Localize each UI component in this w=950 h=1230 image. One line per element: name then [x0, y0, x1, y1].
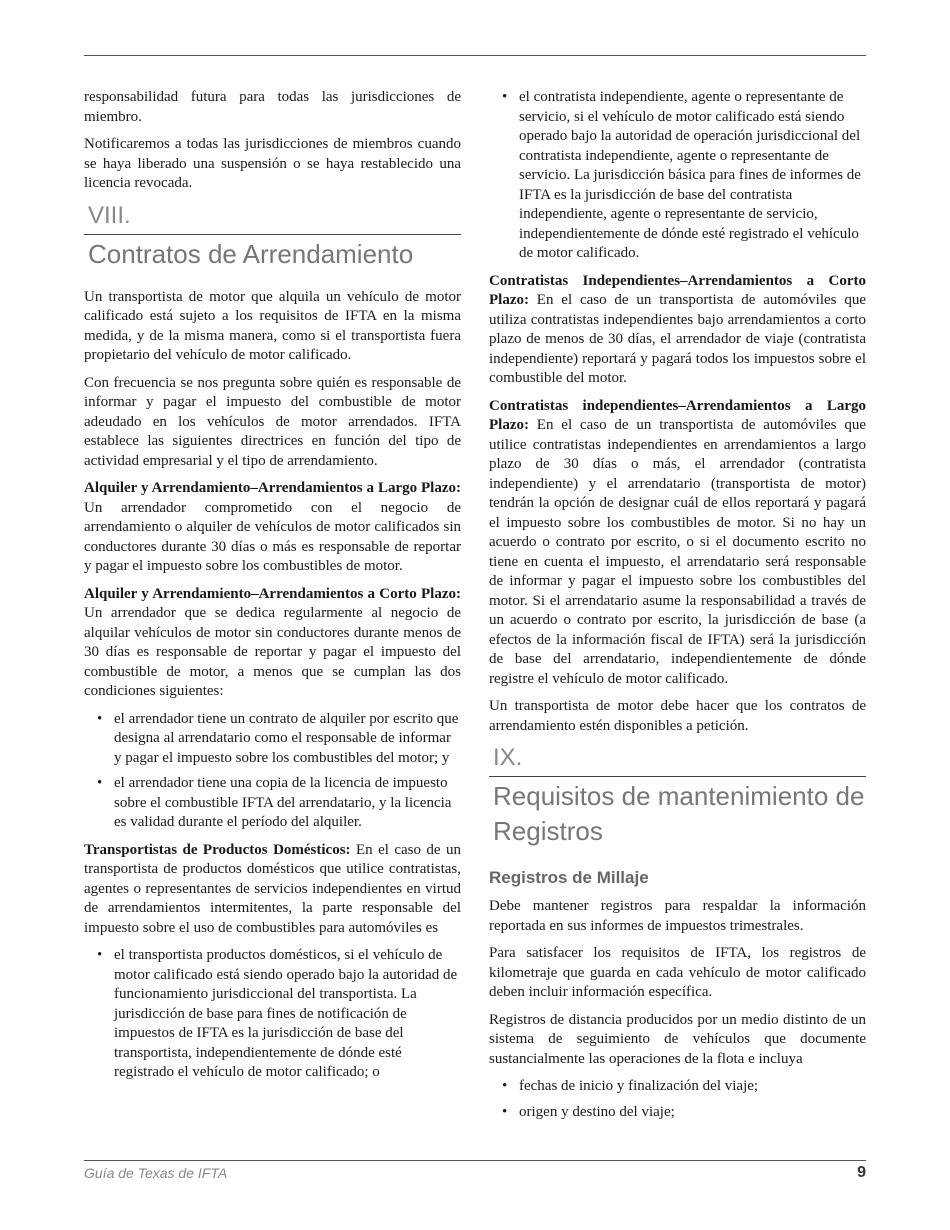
paragraph	[489, 272, 866, 389]
bullet-list	[489, 88, 866, 264]
list-item: • el arrendador tiene un contrato de alquiler por escrito que designa al arrendatario como el responsable de informar y pagar el impuesto sobre los combustibles del motor; y	[84, 710, 461, 769]
footer-title: Guía de Texas de IFTA	[84, 1165, 228, 1181]
paragraph-text: Un arrendador comprometido con el negocio de arrendamiento o alquiler de vehículos de motor calificados sin conductores durante 30 días o más es responsable de reportar y pagar el impuesto sobre los combustibles de motor.	[84, 499, 461, 574]
paragraph-text: En el caso de un transportista de productos domésticos que utilice contratistas, agentes o representantes de servicios independientes en virtud de arrendamientos intermitentes, la parte responsable del impuesto sobre el uso de combustibles para automóviles es	[84, 841, 461, 936]
section-number: IX.	[493, 744, 523, 771]
paragraph: responsabilidad futura para todas las jurisdicciones de miembro.	[84, 89, 461, 125]
paragraph-label: Alquiler y Arrendamiento–Arrendamientos a Largo Plazo:	[84, 480, 461, 496]
paragraph	[84, 479, 461, 577]
left-column	[84, 88, 461, 1091]
bullet-list	[84, 946, 461, 1083]
list-item: • fechas de inicio y finalización del viaje;	[489, 1077, 866, 1097]
paragraph: Debe mantener registros para respaldar la información reportada en sus informes de impuestos trimestrales.	[489, 898, 866, 934]
paragraph: Un transportista de motor que alquila un vehículo de motor calificado está sujeto a los requisitos de IFTA en la misma medida, y de la misma manera, como si el transportista fuera propietario del vehículo de motor calificado.	[84, 288, 461, 363]
footer-rule	[84, 1160, 866, 1161]
header-rule	[84, 55, 866, 56]
page-number: 9	[857, 1164, 866, 1181]
paragraph-text: En el caso de un transportista de automóviles que utiliza contratistas independientes bajo arrendamientos a corto plazo de menos de 30 días, el arrendador de viaje (contratista independiente) reportará y pagará todos los impuestos sobre el combustible del motor.	[489, 292, 866, 386]
section-title: Contratos de Arrendamiento	[84, 234, 461, 272]
list-item: • origen y destino del viaje;	[489, 1103, 866, 1123]
subsection-title: Registros de Millaje	[489, 868, 649, 887]
paragraph: Con frecuencia se nos pregunta sobre quién es responsable de informar y pagar el impuesto del combustible de motor adeudado en los vehículos de motor arrendados. IFTA establece las siguientes directrices en función del tipo de actividad empresarial y el tipo de arrendamiento.	[84, 374, 461, 469]
paragraph	[489, 397, 866, 690]
list-item: • el arrendador tiene una copia de la licencia de impuesto sobre el combustible IFTA del arrendatario, y la licencia es validad durante el período del alquiler.	[84, 774, 461, 833]
paragraph: Notificaremos a todas las jurisdicciones de miembros cuando se haya liberado una suspensión o se haya restablecido una licencia revocada.	[84, 136, 461, 191]
bullet-list	[489, 1077, 866, 1122]
bullet-list	[84, 710, 461, 833]
paragraph	[84, 841, 461, 939]
paragraph-label: Contratistas independientes–Arrendamientos a Largo Plazo:	[489, 397, 866, 433]
paragraph-label: Alquiler y Arrendamiento–Arrendamientos a Corto Plazo:	[84, 585, 461, 602]
right-column	[489, 88, 866, 1130]
paragraph-text: Un arrendador que se dedica regularmente al negocio de alquilar vehículos de motor sin conductores durante menos de 30 días es responsable de reportar y pagar el impuesto del combustible de motor, a menos que se cumplan las dos condiciones siguientes:	[84, 605, 461, 699]
list-item: • el transportista productos domésticos, si el vehículo de motor calificado está siendo operado bajo la autoridad de funcionamiento jurisdiccional del transportista. La jurisdicción de base para fines de notificación de impuestos de IFTA es la jurisdicción de base del transportista, independientemente de dónde esté registrado el vehículo de motor calificado; o	[84, 946, 461, 1083]
paragraph: Un transportista de motor debe hacer que los contratos de arrendamiento estén disponibles a petición.	[489, 698, 866, 734]
list-item: • el contratista independiente, agente o representante de servicio, si el vehículo de motor calificado está siendo operado bajo la autoridad de operación jurisdiccional del contratista independiente, agente o representante de servicio. La jurisdicción básica para fines de informes de IFTA es la jurisdicción de base del contratista independiente, agente o representante de servicio, independientemente de dónde esté registrado el vehículo de motor calificado.	[489, 88, 866, 264]
paragraph: Registros de distancia producidos por un medio distinto de un sistema de seguimiento de vehículos que documente sustancialmente las operaciones de la flota e incluya	[489, 1011, 866, 1067]
paragraph	[84, 585, 461, 702]
section-title: Requisitos de mantenimiento de Registros	[489, 776, 866, 849]
paragraph-text: En el caso de un transportista de automóviles que utilice contratistas independientes en arrendamientos a largo plazo de 30 días o más, el arrendador (contratista independiente) y el arrendatario (transportista de motor) tendrán la opción de designar cuál de ellos reportará y pagará el impuesto sobre los combustibles de motor. Si no hay un acuerdo o contrato por escrito, o si el documento escrito no tiene en cuenta el impuesto, el arrendatario será responsable de informar y pagar el impuesto sobre los combustibles del motor. Si el arrendatario asume la responsabilidad a través de un acuerdo o contrato por escrito, la jurisdicción de base (a efectos de la información fiscal de IFTA) será la jurisdicción de base del arrendatario, independientemente de dónde registre el vehículo de motor calificado.	[489, 417, 866, 687]
paragraph: Para satisfacer los requisitos de IFTA, los registros de kilometraje que guarda en cada vehículo de motor calificado deben incluir información específica.	[489, 945, 866, 1000]
paragraph-label: Transportistas de Productos Domésticos:	[84, 841, 351, 858]
section-number: VIII.	[88, 201, 131, 229]
paragraph-label: Contratistas Independientes–Arrendamientos a Corto Plazo:	[489, 272, 866, 308]
